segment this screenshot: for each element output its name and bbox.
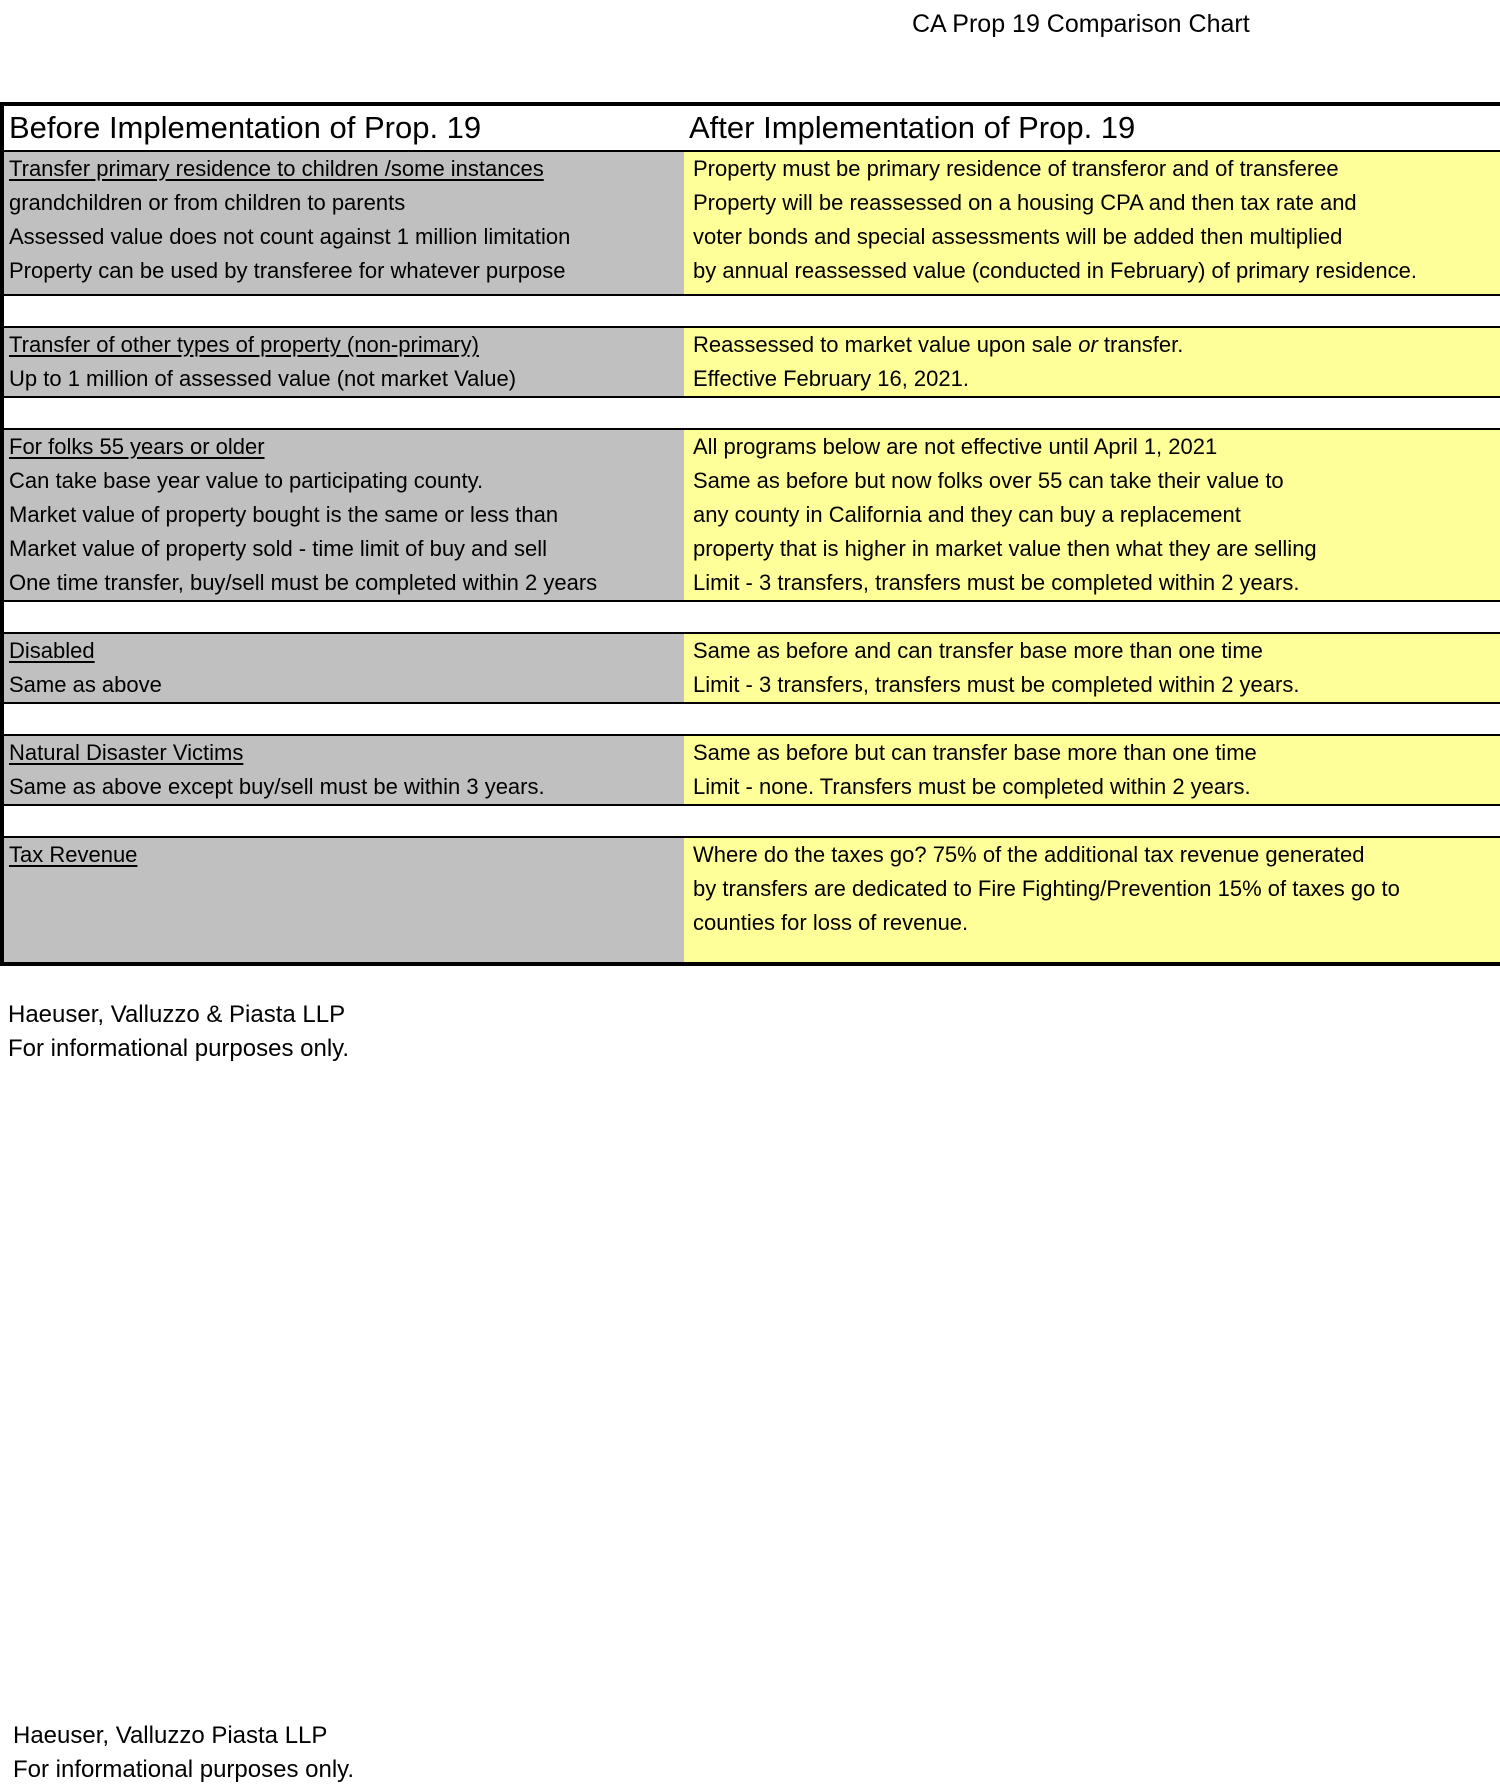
section-heading: Natural Disaster Victims bbox=[9, 740, 244, 765]
footer-firm-name-bottom: Haeuser, Valluzzo Piasta LLP bbox=[13, 1722, 328, 1749]
section-other-property bbox=[4, 326, 1500, 398]
after-cell bbox=[684, 736, 1500, 804]
section-spacer bbox=[4, 398, 1500, 428]
comparison-table bbox=[0, 102, 1500, 966]
after-line: by transfers are dedicated to Fire Fighting/Prevention 15% of taxes go to bbox=[693, 876, 1400, 901]
after-line: Same as before but now folks over 55 can take their value to bbox=[693, 468, 1284, 493]
after-cell bbox=[684, 430, 1500, 600]
emphasis-or: or bbox=[1078, 332, 1098, 357]
before-cell bbox=[4, 430, 684, 600]
before-line: Market value of property bought is the same or less than bbox=[9, 502, 559, 527]
after-line: Same as before and can transfer base more than one time bbox=[693, 638, 1263, 663]
section-spacer bbox=[4, 296, 1500, 326]
section-disabled bbox=[4, 632, 1500, 704]
footer-firm-name: Haeuser, Valluzzo & Piasta LLP bbox=[8, 1001, 346, 1028]
page-title: CA Prop 19 Comparison Chart bbox=[912, 10, 1250, 38]
before-line: One time transfer, buy/sell must be completed within 2 years bbox=[9, 570, 598, 595]
before-cell bbox=[4, 838, 684, 962]
before-line: Up to 1 million of assessed value (not market Value) bbox=[9, 366, 517, 391]
after-cell bbox=[684, 838, 1500, 962]
section-tax-revenue bbox=[4, 836, 1500, 962]
after-line: Same as before but can transfer base more than one time bbox=[693, 740, 1257, 765]
after-cell bbox=[684, 152, 1500, 294]
before-line: Same as above except buy/sell must be within 3 years. bbox=[9, 774, 545, 799]
after-line: Limit - 3 transfers, transfers must be completed within 2 years. bbox=[693, 672, 1300, 697]
after-line: All programs below are not effective until April 1, 2021 bbox=[693, 434, 1218, 459]
after-line: Property must be primary residence of transferor and of transferee bbox=[693, 156, 1339, 181]
section-heading: Tax Revenue bbox=[9, 842, 138, 867]
before-cell bbox=[4, 152, 684, 294]
before-line: Market value of property sold - time limit of buy and sell bbox=[9, 536, 548, 561]
after-line: counties for loss of revenue. bbox=[693, 910, 969, 935]
after-line: Limit - none. Transfers must be completed within 2 years. bbox=[693, 774, 1251, 799]
column-header-after: After Implementation of Prop. 19 bbox=[689, 110, 1136, 145]
table-header-row bbox=[4, 106, 1500, 150]
after-line: Property will be reassessed on a housing CPA and then tax rate and bbox=[693, 190, 1357, 215]
before-line: Same as above bbox=[9, 672, 162, 697]
after-line: Where do the taxes go? 75% of the additional tax revenue generated bbox=[693, 842, 1365, 867]
section-spacer bbox=[4, 704, 1500, 734]
before-line: Assessed value does not count against 1 million limitation bbox=[9, 224, 571, 249]
before-line: grandchildren or from children to parents bbox=[9, 190, 406, 215]
before-line: Property can be used by transferee for whatever purpose bbox=[9, 258, 566, 283]
section-heading: Transfer primary residence to children /some instances bbox=[9, 156, 544, 181]
footer-disclaimer: For informational purposes only. bbox=[8, 1035, 350, 1062]
after-line: Reassessed to market value upon sale or transfer. bbox=[693, 332, 1184, 357]
section-spacer bbox=[4, 602, 1500, 632]
after-line: any county in California and they can buy a replacement bbox=[693, 502, 1241, 527]
column-header-before: Before Implementation of Prop. 19 bbox=[9, 110, 482, 145]
section-heading: For folks 55 years or older bbox=[9, 434, 265, 459]
section-heading: Disabled bbox=[9, 638, 95, 663]
section-spacer bbox=[4, 806, 1500, 836]
before-cell bbox=[4, 736, 684, 804]
after-line: property that is higher in market value then what they are selling bbox=[693, 536, 1317, 561]
before-line: Can take base year value to participating county. bbox=[9, 468, 484, 493]
after-cell bbox=[684, 328, 1500, 396]
before-cell bbox=[4, 634, 684, 702]
section-primary-residence bbox=[4, 150, 1500, 296]
after-line: Effective February 16, 2021. bbox=[693, 366, 969, 391]
footer-disclaimer-bottom: For informational purposes only. bbox=[13, 1756, 355, 1783]
after-line: by annual reassessed value (conducted in February) of primary residence. bbox=[693, 258, 1417, 283]
after-line: voter bonds and special assessments will be added then multiplied bbox=[693, 224, 1343, 249]
section-natural-disaster bbox=[4, 734, 1500, 806]
before-cell bbox=[4, 328, 684, 396]
after-cell bbox=[684, 634, 1500, 702]
section-55-or-older bbox=[4, 428, 1500, 602]
section-heading: Transfer of other types of property (non-primary) bbox=[9, 332, 479, 357]
after-line: Limit - 3 transfers, transfers must be completed within 2 years. bbox=[693, 570, 1300, 595]
